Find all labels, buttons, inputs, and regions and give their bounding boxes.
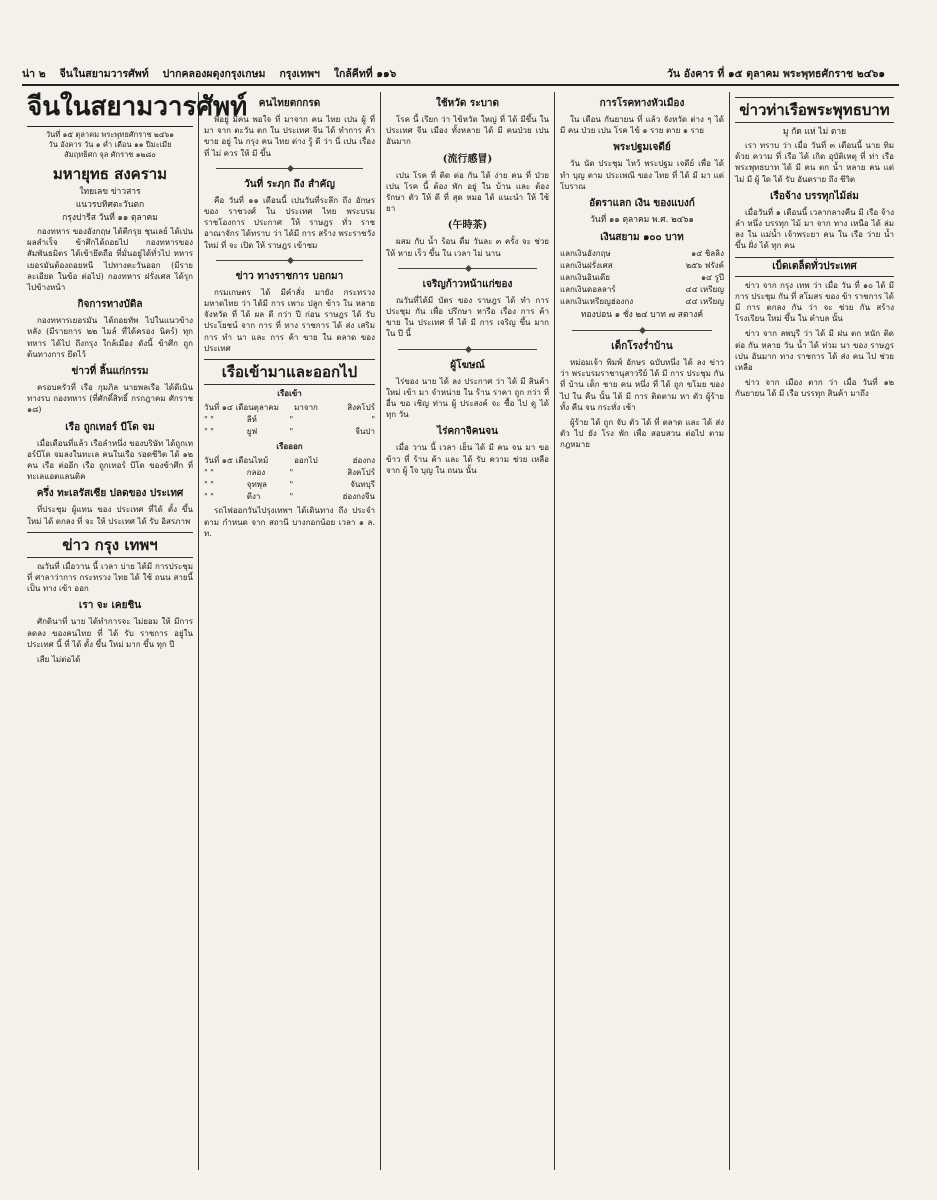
arrival-row-cell: " " xyxy=(204,427,214,437)
departure-row-cell: " " xyxy=(204,468,214,478)
paper-title: จีนในสยามวารศัพท์ xyxy=(59,67,149,80)
arrival-row xyxy=(204,426,375,438)
arrival-row-cell: ยูฟ xyxy=(246,427,258,437)
gold-price: ทองบ่อน ๑ ชั่ง ๒๔ บาท ๗ สตางค์ xyxy=(580,310,704,321)
ship-sunk-article: เมื่อเดือนที่แล้ว เรือลำหนึ่ง ของบริษัท ได้ถูกเทอร์บีโด จมลงในทะเล คนในเรือ รอดชีวิต ได้ ๑๒ คน เรือ ต่ออีก เรือ ถูกเทอร์ บีโด ของข้าศึก ที่ ทะเลแอตแลนติค xyxy=(27,438,193,482)
war-dateline: กรุงปารีส วันที่ ๑๑ ตุลาคม xyxy=(62,213,158,223)
page-number: น่า ๒ xyxy=(22,67,46,80)
arrival-row-cell: สิงคโปร์ xyxy=(347,403,376,413)
rate-row-cell: แลกเงินอังกฤษ xyxy=(560,249,611,259)
departure-row-cell: กลอง xyxy=(246,468,266,478)
port-news-article: เรา ทราบ ว่า เมื่อ วันที่ ๓ เดือนนี้ นาย ทิม ด้วย ความ ที่ เรือ ได้ เกิด อุบัติเหตุ ที่ ท่า เรือ พระพุทธบาท ได้ มี คน ตก น้ำ หลาย คน แต่ ไม่ มี ผู้ ใด ได้ รับ อันตราย ถึง ชีวิต xyxy=(735,141,894,184)
issue-date: วัน อังคาร ที่ ๑๕ ตุลาคม พระพุทธศักราช ๒๔๖๑ xyxy=(667,67,885,80)
masthead: จีนในสยามวารศัพท์ xyxy=(27,92,193,127)
poor-people-heading: ไร่คกาจิคนจน xyxy=(437,426,498,438)
influenza-heading: ใช้หวัด ระบาด xyxy=(435,98,500,109)
column-footer-text: เสีย ไม่ต่อได้ xyxy=(37,655,81,665)
arrival-row-cell: มาจาก xyxy=(294,403,318,413)
boat-capsize-heading: เรือจ้าง บรรทุกไม้ล่ม xyxy=(770,190,859,202)
house-child-heading: เด็กโรงร่ำบ้าน xyxy=(611,341,673,353)
misc-national-heading: เบ็ดเตล็ดทั่วประเทศ xyxy=(735,257,894,277)
departure-row-cell: " xyxy=(289,480,294,490)
rate-row-cell: ๔๔ เหรียญ xyxy=(685,297,724,307)
departure-row-cell: ไหม้ xyxy=(253,456,269,466)
war-front: แนวรบทิศตะวันตก xyxy=(75,200,145,210)
medicine-name-banner: (午時茶) xyxy=(447,220,488,232)
departures-table xyxy=(204,455,375,503)
war-article: กองทหาร ของอังกฤษ ได้ตีกรุย ชุนเลย์ ได้เปนผลสำเร็จ ข้าศึกได้ถอยไป กองทหารของสัมพันธมิตร ได้เข้ายึดถือ ที่มั่นอยู่ได้ทั่วไป ทหารเยอรมันต้องถอยหนี ไปทางตะวันออก (มีรายละเอียด ในข้อ ต่อไป) กองทหาร ฝรั่งเศส ได้รุกไปข้างหน้า xyxy=(27,227,193,293)
advertiser-article: ไร่ของ นาย ได้ ลง ประกาศ ว่า ได้ มี สินค้า ใหม่ เข้า มา จำหน่าย ใน ร้าน ราคา ถูก กว่า ที่ อื่น ขอ เชิญ ท่าน ผู้ ประสงค์ จะ ซื้อ ไป ดู ได้ ทุก วัน xyxy=(386,376,549,420)
misc-national-article: ข่าว จาก กรุง เทพ ว่า เมื่อ วัน ที่ ๑๐ ได้ มี การ ประชุม กัน ที่ สโมสร ของ ข้า ราชการ ได้ มี การ ตกลง กัน ว่า จะ ช่วย กัน สร้าง โรงเรียน ใหม่ ขึ้น ใน ตำบล นั้น xyxy=(735,280,894,324)
departure-row-cell: " xyxy=(289,468,294,478)
rate-row-cell: แลกเงินเหรียญฮ่องกง xyxy=(560,297,634,307)
column-2 xyxy=(199,92,381,1170)
arrivals-table xyxy=(204,402,375,438)
bangkok-news-heading: ข่าว กรุง เทพฯ xyxy=(27,532,193,558)
arrival-row xyxy=(204,402,375,414)
ship-sunk-heading: เรือ ถูกเทอร์ บีโด จม xyxy=(65,421,155,433)
page-header xyxy=(22,62,899,86)
bangkok-news-article: ณวันที่ เมื่อวาน นี้ เวลา บ่าย ได้มี การประชุม ที่ ศาลาว่าการ กระทรวง ไทย ได้ ใช้ ถนน สายนี้ เป็น ทาง เข้า ออก xyxy=(27,561,193,594)
masthead-line: วันที่ ๑๕ ตุลาคม พระพุทธศักราช ๒๔๖๑ xyxy=(45,130,175,139)
arrivals-label: เรือเข้า xyxy=(277,388,302,399)
exchange-rate-table xyxy=(560,248,724,308)
tax-article: ศักดินาที่ นาย ได้ทำการจะ ไม่ยอม ให้ มีการ ลดลง ของคนไทย ที่ ได้ รับ ราชการ อยู่ใน ประเทศ นี้ ที่ ได้ ตั้ง ขึ้น ใหม่ มาก ขึ้น ทุก ปี xyxy=(27,617,193,649)
provincial-disease-article: ใน เดือน กันยายน ที่ แล้ว จังหวัด ต่าง ๆ ได้ มี คน ป่วย เปน โรค ไข้ ๑ ราย ตาย ๑ ราย xyxy=(560,115,724,136)
official-news-heading: ข่าว ทางราชการ บอกมา xyxy=(235,270,344,282)
rate-row xyxy=(560,260,724,272)
loss-heading: ข่าวที่ ลิ้นแก่กรรม xyxy=(71,366,149,378)
memorial-day-heading: วันที่ ระฦก ถึง สำคัญ xyxy=(244,178,335,190)
departure-row-cell: ฮ่องกงจีน xyxy=(342,492,375,502)
rate-row-cell: แลกเงินดอลลาร์ xyxy=(560,285,616,295)
column-3 xyxy=(381,92,555,1170)
ornament-divider xyxy=(398,265,537,272)
column-5 xyxy=(730,92,899,1170)
shipping-heading: เรือเข้ามาและออกไป xyxy=(204,359,375,385)
column-4 xyxy=(555,92,730,1170)
provincial-disease-heading: การโรคทางหัวเมือง xyxy=(599,98,685,109)
departure-row-cell: ออกไป xyxy=(294,456,318,466)
house-child-article: หม่อมเจ้า พิมพ์ อักษร ฉบับหนึ่ง ได้ ลง ข่าว ว่า พระบรมราชานุสาวรีย์ ได้ มี การ ประชุม กัน ที่ บ้าน เด็ก ชาย คน หนึ่ง ที่ ได้ ถูก ขโมย ของ ไป ใน คืน นั้น ได้ มี การ ติดตาม หา ตัว ผู้ร้าย ทั้ง คืน จน กระทั่ง เช้า xyxy=(560,358,724,412)
misc-national-article-3: ข่าว จาก เมือง ตาก ว่า เมื่อ วันที่ ๑๒ กันยายน ได้ มี เรือ บรรทุก สินค้า มาถึง xyxy=(735,378,894,399)
masthead-line: สัมฤทธิศก จุล ศักราช ๑๒๘๐ xyxy=(64,150,156,159)
arrival-row-cell: ลีห์ xyxy=(246,415,257,425)
departure-row-cell: วันที่ ๑๕ เดือน xyxy=(204,456,254,466)
departures-label: เรือออก xyxy=(276,441,303,452)
rate-row-cell: แลกเงินฝรั่งเศส xyxy=(560,261,613,271)
chinese-term-banner: (流行感冒) xyxy=(442,153,493,165)
house-child-article-cont: ผู้ร้าย ได้ ถูก จับ ตัว ได้ ที่ ตลาด และ ได้ ส่ง ตัว ไป ยัง โรง พัก เพื่อ สอบสวน ต่อไป ตาม กฎหมาย xyxy=(560,418,724,450)
exchange-rate-heading: อัตราแลก เงิน ของแบงก์ xyxy=(589,198,695,210)
city: กรุงเทพฯ xyxy=(279,67,320,80)
rate-row xyxy=(560,248,724,260)
russia-article: ที่ประชุม ผู้แทน ของ ประเทศ ที่ได้ ตั้ง ขึ้น ใหม่ ได้ ตกลง ที่ จะ ให้ ประเทศ ได้ รับ อิสรภาพ xyxy=(27,505,193,526)
war-headline: มหายุทธ สงคราม xyxy=(52,165,168,183)
arrival-row-cell: " xyxy=(289,427,294,437)
masthead-line: วัน อังคาร วัน ๑ ค่ำ เดือน ๑๑ ปีมะเมีย xyxy=(48,140,172,149)
year-info: ใกล้คีทที่ ๑๑๖ xyxy=(333,67,397,80)
ornament-divider xyxy=(216,165,363,172)
loss-article: ครอบครัวที่ เรือ กุมภิล นายพลเรือ ได้ดีเนินทางรบ กองทหาร (ที่ศักดิ์สิทธิ์ กรกฎาคม ศักราช ๑๘) xyxy=(27,383,193,415)
progress-article: ณวันที่ได้มี บัตร ของ ราษฎร ได้ ทำ การ ประชุม กัน เพื่อ ปรึกษา หารือ เรื่อง การ ค้า ขาย ใน ประเทศ ที่ ได้ มี การ เจริญ ขึ้น มาก ใน ปี นี้ xyxy=(386,295,549,339)
rate-row-cell: ๑๔ ชิลลิง xyxy=(691,249,724,259)
exchange-date: วันที่ ๑๑ ตุลาคม พ.ศ. ๒๔๖๑ xyxy=(590,215,694,226)
war-subheading: ใทยเลข ข่าวสาร xyxy=(79,187,141,197)
poor-people-article: เมื่อ วาน นี้ เวลา เย็น ได้ มี คน จน มา ขอ ข้าว ที่ ร้าน ค้า และ ได้ รับ ความ ช่วย เหลือ จาก ผู้ ใจ บุญ ใน ถนน นั้น xyxy=(386,443,549,475)
arrival-row-cell: จีนปา xyxy=(355,427,375,437)
influenza-article: โรค นี้ เรียก ว่า ไข้หวัด ใหญ่ ที่ ได้ มีขึ้น ในประเทศ จีน เมือง ทั้งหลาย ได้ มี คนป่วย เปน อันมาก xyxy=(386,115,549,147)
office-location: ปากคลองผดุงกรุงเกษม xyxy=(162,67,266,80)
misc-national-article-2: ข่าว จาก ลพบุรี ว่า ได้ มี ฝน ตก หนัก ติด ต่อ กัน หลาย วัน น้ำ ได้ ท่วม นา ของ ราษฎร เปน อันมาก ทาง ราชการ ได้ ส่ง คน ไป ช่วย เหลือ xyxy=(735,329,894,373)
phra-pathom-article: วัน นัด ประชุม ไหว้ พระปฐม เจดีย์ เพื่อ ได้ ทำ บุญ ตาม ประเพณี ของ ไทย ที่ ได้ มี มา แต่ โบราณ xyxy=(560,159,724,191)
departure-row xyxy=(204,491,375,503)
army-heading: กิจการทางบัดิล xyxy=(77,299,143,311)
rate-row-cell: ๑๔ รูปี xyxy=(700,273,724,283)
rate-row-cell: ๒๕๖ ฟรังค์ xyxy=(685,261,724,271)
russia-heading: ครึ่ง ทะเลรัสเซีย ปลดของ ประเทศ xyxy=(36,488,184,500)
exchange-base: เงินสยาม ๑๐๐ บาท xyxy=(600,232,684,244)
thai-news-heading: คนไทยตกกรด xyxy=(258,98,321,109)
arrival-row xyxy=(204,414,375,426)
thai-news-article: พี่อยู่ มีคน พอใจ ที่ มาจาก คน ไทย เปน ผู้ ที่ มา จาก ตะวัน ตก ใน ประเทศ จีน ได้ ทำการ ค้า ขาย อยู่ ใน กรุง คน ไทย ต่าง รู้ ดี ว่า นี่ เปน เรื่อง ที่ ไม่ ควร ให้ มี ขึ้น xyxy=(204,115,375,158)
arrival-row-cell: ตุลาคม xyxy=(253,403,279,413)
departure-row xyxy=(204,467,375,479)
influenza-article-end: ผสม กับ น้ำ ร้อน ดื่ม วันละ ๓ ครั้ง จะ ช่วย ให้ หาย เร็ว ขึ้น ใน เวลา ไม่ นาน xyxy=(386,237,549,258)
memorial-day-article: คือ วันที่ ๑๑ เดือนนี้ เปนวันที่ระลึก ถึง อักษร ของ ราชวงศ์ ใน ประเทศ ไทย พระบรมราชโองการ ประกาศ ให้ ราษฎร ทั่ว ราช อาณาจักร ได้ทราบ ว่า ได้มี การ สร้าง พระราชวัง ใหม่ ที่ จะ เปิด ให้ ราษฎร เข้าชม xyxy=(204,195,375,250)
port-news-subheading: มู กัด แห่ ไม่ ตาย xyxy=(782,127,847,137)
rate-row xyxy=(560,284,724,296)
departure-row-cell: จันทบุรี xyxy=(350,480,375,490)
official-news-article: กรมเกษตร ได้ มีคำสั่ง มายัง กระทรวง มหาดไทย ว่า ได้มี การ เพาะ ปลูก ข้าว ใน หลาย จังหวัด ที่ ได้ ผล ดี กว่า ปี ก่อน ราษฎร ได้ รับ ประโยชน์ จาก การ ที่ ทาง ราชการ ได้ ส่ง เสริม การ ทำ นา และ การ ค้า ขาย ใน ตลาด ของ ประเทศ xyxy=(204,287,375,353)
advertiser-heading: ผู้โฆษณ์ xyxy=(450,359,485,371)
progress-heading: เจริญก้าวหน้าแก่ของ xyxy=(422,278,513,290)
rate-row xyxy=(560,296,724,308)
rate-row xyxy=(560,272,724,284)
ornament-divider xyxy=(398,346,537,353)
article-columns xyxy=(22,92,899,1170)
departure-row-cell: " " xyxy=(204,480,214,490)
rate-row-cell: ๔๔ เหรียญ xyxy=(685,285,724,295)
influenza-article-cont: เปน โรค ที่ ติด ต่อ กัน ได้ ง่าย คน ที่ ป่วย เปน โรค นี้ ต้อง พัก อยู่ ใน บ้าน และ ต้อง รักษา ตัว ให้ ดี ที่ สุด หมอ ได้ แนะนำ ให้ ใช้ ยา xyxy=(386,170,549,214)
arrival-row-cell: " xyxy=(371,415,375,425)
departure-row-cell: " " xyxy=(204,492,214,502)
ornament-divider xyxy=(216,257,363,264)
tax-heading: เรา จะ เคยชิน xyxy=(78,600,142,612)
arrival-row-cell: " " xyxy=(204,415,214,425)
rate-row-cell: แลกเงินอินเดีย xyxy=(560,273,610,283)
departure-row-cell: จุทพุล xyxy=(246,480,267,490)
arrival-row-cell: " xyxy=(289,415,294,425)
boat-capsize-article: เมื่อวันที่ ๑ เดือนนี้ เวลากลางคืน มี เรือ จ้าง ลำ หนึ่ง บรรทุก ไม้ มา จาก ทาง เหนือ ได้ ล่ม ลง ใน แม่น้ำ เจ้าพระยา คน ใน เรือ ว่าย น้ำ ขึ้น ฝั่ง ได้ ทุก คน xyxy=(735,207,894,251)
phra-pathom-heading: พระปฐมเจดีย์ xyxy=(613,142,671,154)
departure-row-cell: ฮ่องกง xyxy=(352,456,376,466)
port-news-heading: ข่าวท่าเรือพระพุทธบาท xyxy=(735,97,894,123)
departure-row xyxy=(204,479,375,491)
arrival-row-cell: วันที่ ๑๔ เดือน xyxy=(204,403,254,413)
ornament-divider xyxy=(572,327,712,334)
departure-row xyxy=(204,455,375,467)
departure-row-cell: ตีงา xyxy=(246,492,261,502)
army-article: กองทหารเยอรมัน ได้ถอยทัพ ไปในแนวข้างหลัง (มีรายการ ๒๒ ไมล์ ที่ได้ครอง นิคร์) ทุกทหาร ได้ไป ถึงกรุง ใกล้เมือง ดังนี้ ข้าศึก ถูกต้นทางการ ยึดไว้ xyxy=(27,316,193,359)
departure-row-cell: " xyxy=(289,492,294,502)
train-note: รถไฟออกวันไปรุงเทพฯ ได้เดินทาง ถึง ประจำ ตาม กำหนด จาก สถานี บางกอกน้อย เวลา ๑ ล. ท. xyxy=(204,506,375,538)
departure-row-cell: สิงคโปร์ xyxy=(347,468,375,478)
